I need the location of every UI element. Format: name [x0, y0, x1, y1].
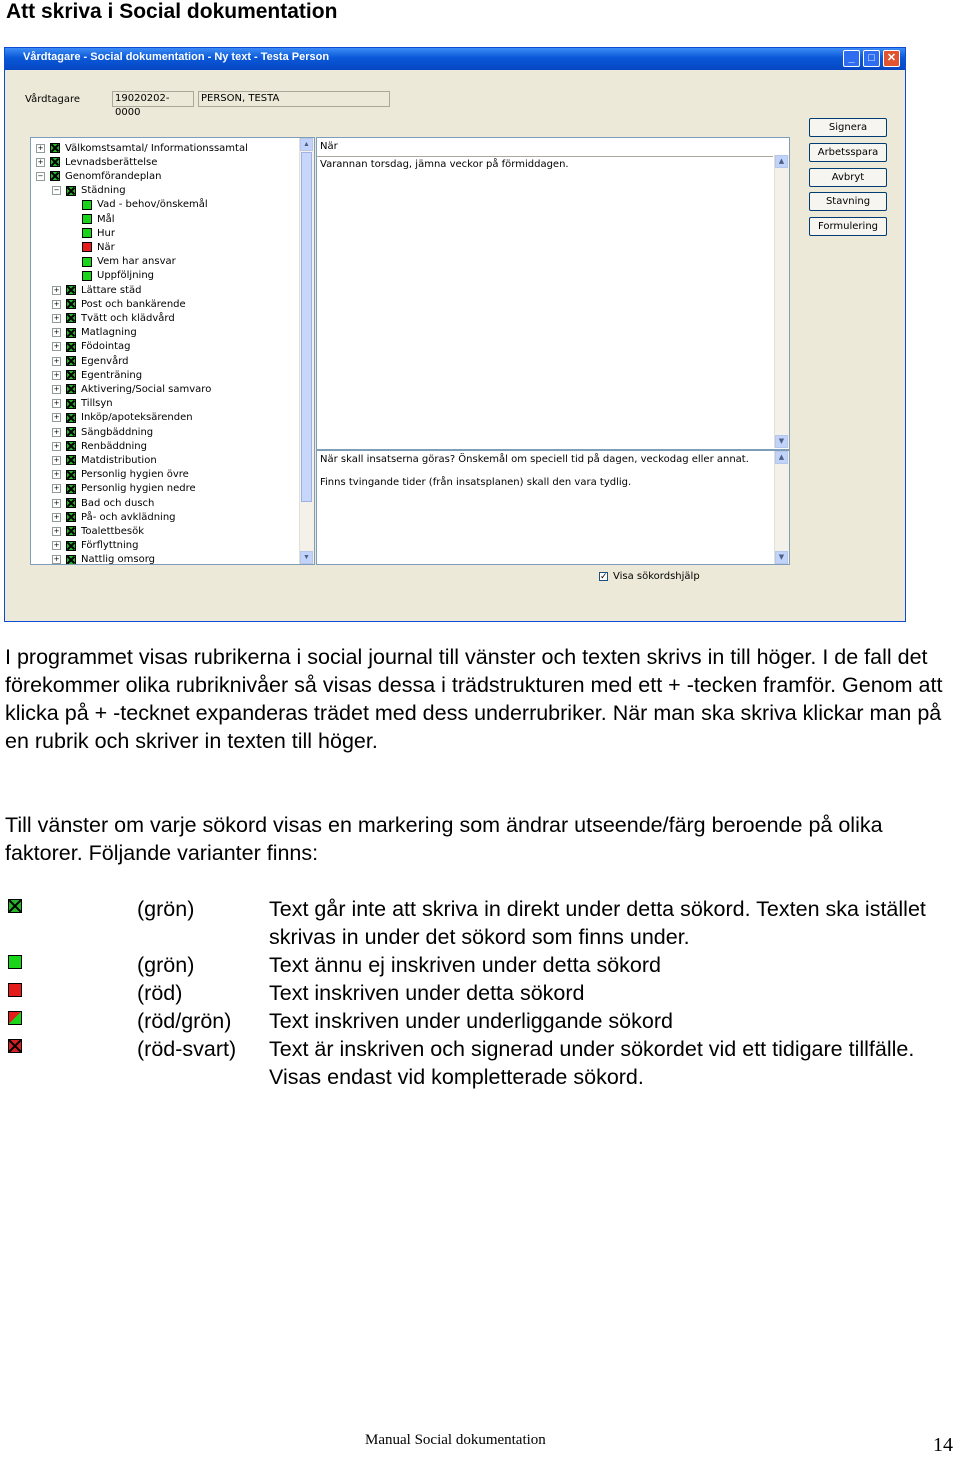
status-icon [66, 498, 76, 508]
expand-icon[interactable]: + [53, 555, 60, 564]
status-icon [82, 242, 92, 252]
expand-icon[interactable]: + [37, 143, 44, 152]
tree-item[interactable] [52, 340, 131, 354]
collapse-icon[interactable]: − [37, 171, 44, 180]
status-icon [82, 214, 92, 224]
status-icon [66, 512, 76, 522]
status-icon [66, 541, 76, 551]
legend-status-icon [8, 1011, 22, 1025]
client-label: Vårdtagare [25, 94, 81, 105]
tree-item-label: Mål [97, 213, 115, 225]
legend-description: Text är inskriven och signerad under sökordet vid ett tidigare tillfälle. Visas endast vid kompletterade sökord. [269, 1037, 915, 1089]
title-bar[interactable] [5, 48, 905, 70]
tree-item[interactable] [52, 326, 137, 340]
tree-item-label: Toalettbesök [81, 525, 145, 537]
legend-status-icon [8, 1039, 22, 1053]
tree-item-label: Levnadsberättelse [65, 156, 158, 168]
heading-field: När [320, 141, 338, 152]
tree-item-label: Inköp/apoteksärenden [81, 412, 193, 424]
tree-item[interactable] [68, 226, 115, 240]
tree-item-label: På- och avklädning [81, 511, 176, 523]
tree-item-label: Födointag [81, 341, 131, 353]
tree-item[interactable] [52, 553, 155, 565]
keyword-tree[interactable] [30, 137, 315, 565]
cancel-button[interactable]: Avbryt [809, 168, 887, 187]
client-name-field: PERSON, TESTA [198, 91, 390, 107]
tree-item-label: Hur [97, 227, 115, 239]
tree-item-label: Aktivering/Social samvaro [81, 383, 212, 395]
expand-icon[interactable]: + [53, 484, 60, 493]
expand-icon[interactable]: + [53, 370, 60, 379]
tree-item-label: Vem har ansvar [97, 256, 176, 268]
tree-item-label: Egenvård [81, 355, 129, 367]
tree-item[interactable] [52, 382, 211, 396]
tree-item[interactable] [52, 184, 126, 198]
status-icon [66, 484, 76, 494]
legend-color: (röd-svart) [137, 1037, 237, 1061]
status-icon [82, 271, 92, 281]
editor-scrollbar[interactable] [774, 155, 789, 448]
help-pane [316, 450, 790, 565]
status-icon [66, 441, 76, 451]
tree-item-label: Städning [81, 185, 126, 197]
tree-item[interactable] [36, 155, 157, 169]
status-icon [82, 257, 92, 267]
tree-item-label: Nattlig omsorg [81, 554, 156, 565]
sign-button[interactable]: Signera [809, 118, 887, 137]
page-number: 14 [933, 1434, 953, 1456]
status-icon [66, 526, 76, 536]
expand-icon[interactable]: + [53, 285, 60, 294]
expand-icon[interactable]: + [53, 413, 60, 422]
scroll-up-icon[interactable]: ▲ [300, 138, 313, 151]
tree-item-label: Uppföljning [97, 270, 155, 282]
tree-item[interactable] [36, 141, 248, 155]
tree-item[interactable] [52, 439, 147, 453]
tree-scrollbar[interactable] [299, 138, 314, 564]
scroll-down-icon[interactable]: ▼ [300, 551, 313, 564]
tree-item[interactable] [68, 240, 115, 254]
expand-icon[interactable]: + [53, 498, 60, 507]
tree-item-label: Personlig hygien nedre [81, 483, 196, 495]
tree-item[interactable] [68, 212, 115, 226]
text-editor[interactable] [316, 137, 790, 450]
tree-item[interactable] [68, 255, 176, 269]
legend-description: Text ännu ej inskriven under detta sökord [269, 953, 662, 977]
expand-icon[interactable]: + [53, 399, 60, 408]
tree-item-label: Vad - behov/önskemål [97, 199, 208, 211]
window-title: Vårdtagare - Social dokumentation - Ny text - Testa Person [23, 51, 330, 63]
tree-item[interactable] [52, 368, 142, 382]
paragraph-2: Till vänster om varje sökord visas en markering som ändrar utseende/färg beroende på olika faktorer. Följande varianter finns: [5, 813, 883, 865]
tree-item-label: Egenträning [81, 369, 143, 381]
expand-icon[interactable]: + [53, 427, 60, 436]
expand-icon[interactable]: + [53, 328, 60, 337]
scroll-up-icon[interactable]: ▲ [775, 451, 788, 464]
tree-item[interactable] [68, 269, 154, 283]
tree-item[interactable] [52, 297, 186, 311]
status-icon [66, 370, 76, 380]
tree-item-label: Tillsyn [81, 398, 113, 410]
tree-item-label: Sängbäddning [81, 426, 154, 438]
scroll-thumb[interactable] [301, 152, 312, 502]
status-icon [66, 470, 76, 480]
tree-item-label: Post och bankärende [81, 298, 186, 310]
legend-color: (grön) [137, 897, 195, 921]
tree-item[interactable] [52, 397, 113, 411]
tree-item[interactable] [52, 539, 139, 553]
expand-icon[interactable]: + [53, 526, 60, 535]
tree-item-label: Matlagning [81, 327, 137, 339]
expand-icon[interactable]: + [37, 157, 44, 166]
tree-item[interactable] [52, 311, 175, 325]
tree-item[interactable] [52, 468, 189, 482]
status-icon [82, 228, 92, 238]
status-icon [50, 157, 60, 167]
tree-item-label: Förflyttning [81, 540, 139, 552]
legend-description: Text går inte att skriva in direkt under detta sökord. Texten ska istället skrivas in under det sökord som finns under. [269, 897, 926, 949]
tree-item-label: När [97, 241, 115, 253]
tree-item[interactable] [52, 411, 193, 425]
expand-icon[interactable]: + [53, 299, 60, 308]
phrasing-button[interactable]: Formulering [809, 217, 887, 236]
collapse-icon[interactable]: − [53, 186, 60, 195]
expand-icon[interactable]: + [53, 541, 60, 550]
scroll-down-icon[interactable]: ▼ [775, 551, 788, 564]
legend-description: Text inskriven under underliggande sökord [269, 1009, 673, 1033]
paragraph-1: I programmet visas rubrikerna i social journal till vänster och texten skrivs in till höger. I de fall det förekommer olika rubriknivåer så visas dessa i trädstrukturen med ett + -tecken framför. Genom att klicka på + -tecknet expanderas trädet med dess underrubriker. När man ska skriva klickar man på en rubrik och skriver in texten till höger. [5, 645, 943, 753]
tree-item-label: Bad och dusch [81, 497, 155, 509]
help-scrollbar[interactable] [774, 451, 789, 564]
scroll-up-icon[interactable]: ▲ [775, 155, 788, 168]
tree-item[interactable] [52, 510, 176, 524]
tree-item[interactable] [52, 496, 154, 510]
client-id-field: 19020202-0000 [112, 91, 194, 107]
tree-item[interactable] [36, 169, 161, 183]
tree-item-label: Lättare städ [81, 284, 142, 296]
status-icon [66, 427, 76, 437]
status-icon [66, 342, 76, 352]
tree-item[interactable] [52, 283, 142, 297]
tree-item-label: Välkomstsamtal/ Informationssamtal [65, 142, 248, 154]
text-content[interactable]: Varannan torsdag, jämna veckor på förmiddagen. [320, 159, 569, 170]
tree-item-label: Renbäddning [81, 440, 147, 452]
spelling-button[interactable]: Stavning [809, 192, 887, 211]
tree-item[interactable] [52, 524, 144, 538]
status-icon [82, 200, 92, 210]
footer: Manual Social dokumentation [365, 1432, 546, 1448]
expand-icon[interactable]: + [53, 455, 60, 464]
save-draft-button[interactable]: Arbetsspara [809, 143, 887, 162]
status-icon [66, 285, 76, 295]
status-icon [66, 399, 76, 409]
expand-icon[interactable]: + [53, 512, 60, 521]
document-title: Att skriva i Social dokumentation [6, 0, 338, 23]
status-icon [50, 143, 60, 153]
tree-item[interactable] [52, 482, 196, 496]
expand-icon[interactable]: + [53, 356, 60, 365]
tree-item-label: Matdistribution [81, 454, 157, 466]
maximize-icon[interactable]: □ [863, 50, 880, 67]
expand-icon[interactable]: + [53, 342, 60, 351]
status-icon [66, 413, 76, 423]
expand-icon[interactable]: + [53, 441, 60, 450]
scroll-down-icon[interactable]: ▼ [775, 435, 788, 448]
help-line-1: När skall insatserna göras? Önskemål om speciell tid på dagen, veckodag eller annat. [320, 454, 749, 465]
status-icon [66, 328, 76, 338]
status-icon [66, 186, 76, 196]
tree-item-label: Personlig hygien övre [81, 469, 189, 481]
status-icon [66, 555, 76, 565]
status-icon [66, 313, 76, 323]
status-icon [50, 171, 60, 181]
legend-status-icon [8, 983, 22, 997]
search-help-checkbox[interactable]: ✓ [600, 571, 608, 581]
search-help-label: Visa sökordshjälp [613, 571, 700, 582]
app-window [4, 47, 906, 622]
tree-item[interactable] [52, 354, 129, 368]
status-icon [66, 299, 76, 309]
expand-icon[interactable]: + [53, 384, 60, 393]
legend-status-icon [8, 955, 22, 969]
expand-icon[interactable]: + [53, 313, 60, 322]
minimize-icon[interactable]: _ [843, 50, 860, 67]
status-icon [66, 356, 76, 366]
status-icon [66, 384, 76, 394]
help-line-2: Finns tvingande tider (från insatsplanen) skall den vara tydlig. [320, 477, 632, 488]
legend-status-icon [8, 899, 22, 913]
legend-description: Text inskriven under detta sökord [269, 981, 585, 1005]
tree-item[interactable] [52, 453, 157, 467]
legend-color: (grön) [137, 953, 195, 977]
tree-item[interactable] [52, 425, 153, 439]
tree-item-label: Tvätt och klädvård [81, 312, 175, 324]
status-icon [66, 455, 76, 465]
tree-item-label: Genomförandeplan [65, 170, 162, 182]
legend-color: (röd) [137, 981, 183, 1005]
legend-color: (röd/grön) [137, 1009, 232, 1033]
expand-icon[interactable]: + [53, 470, 60, 479]
close-icon[interactable]: ✕ [883, 50, 900, 67]
tree-item[interactable] [68, 198, 208, 212]
